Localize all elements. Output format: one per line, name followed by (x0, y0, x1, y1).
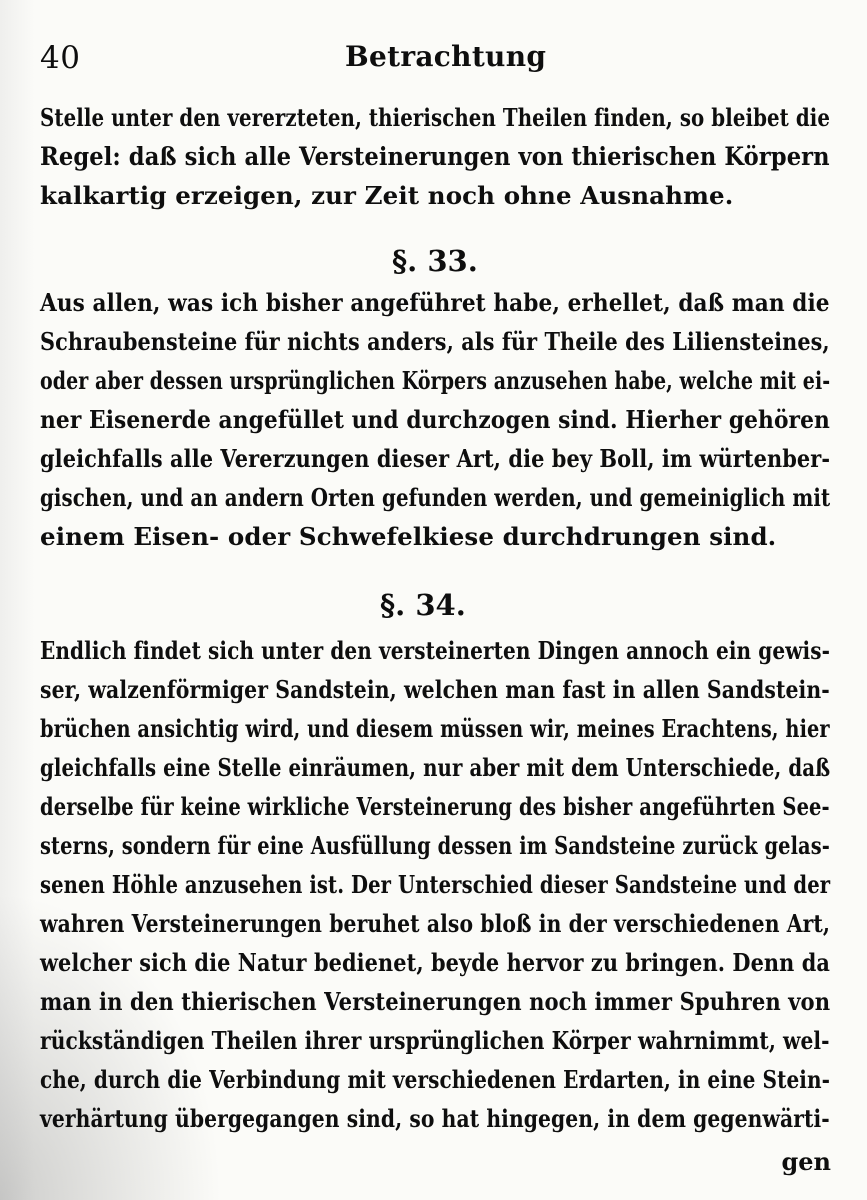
text-line: sterns, sondern für eine Ausfüllung dessen im Sandsteine zurück gelas- (40, 831, 830, 860)
text-line: derselbe für keine wirkliche Versteinerung des bisher angeführten See- (40, 792, 830, 821)
text-line: brüchen ansichtig wird, und diesem müssen wir, meines Erachtens, hier (40, 714, 830, 743)
text-line: kalkartig erzeigen, zur Zeit noch ohne Ausnahme. (40, 181, 734, 210)
text-line: einem Eisen- oder Schwefelkiese durchdrungen sind. (40, 522, 777, 551)
text-line: senen Höhle anzusehen ist. Der Unterschied dieser Sandsteine und der (40, 870, 831, 899)
text-line: wahren Versteinerungen beruhet also bloß in der verschiedenen Art, (40, 909, 831, 938)
text-line: gleichfalls alle Vererzungen dieser Art, die bey Boll, im würtenber- (40, 444, 831, 473)
text-line: Aus allen, was ich bisher angeführet habe, erhellet, daß man die (40, 288, 830, 317)
text-line: ser, walzenförmiger Sandstein, welchen man fast in allen Sandstein- (40, 675, 830, 704)
text-line: Regel: daß sich alle Versteinerungen von thierischen Körpern (40, 142, 830, 172)
text-line: ner Eisenerde angefüllet und durchzogen sind. Hierher gehören (40, 405, 830, 434)
text-line: verhärtung übergegangen sind, so hat hingegen, in dem gegenwärti- (40, 1104, 830, 1133)
text-line: gleichfalls eine Stelle einräumen, nur aber mit dem Unterschiede, daß (40, 753, 831, 782)
text-line: Schraubensteine für nichts anders, als für Theile des Liliensteines, (40, 327, 830, 356)
section-heading: §. 33. (392, 244, 478, 278)
text-line: rückständigen Theilen ihrer ursprünglichen Körper wahrnimmt, wel- (40, 1026, 830, 1055)
text-line: Endlich findet sich unter den versteinerten Dingen annoch ein gewis- (40, 636, 831, 665)
text-line: gischen, und an andern Orten gefunden werden, und gemeiniglich mit (40, 483, 831, 512)
text-line: che, durch die Verbindung mit verschiedenen Erdarten, in eine Stein- (40, 1065, 831, 1094)
catchword: gen (781, 1147, 831, 1176)
text-line: man in den thierischen Versteinerungen noch immer Spuhren von (40, 987, 831, 1016)
text-line: welcher sich die Natur bedienet, beyde hervor zu bringen. Denn da (40, 948, 831, 977)
section-heading: §. 34. (380, 588, 466, 622)
text-line: oder aber dessen ursprünglichen Körpers anzusehen habe, welche mit ei- (40, 366, 831, 395)
running-head: Betrachtung (345, 40, 547, 73)
page-number: 40 (40, 40, 81, 76)
text-line: Stelle unter den vererzteten, thierischen Theilen finden, so bleibet die (40, 103, 831, 132)
